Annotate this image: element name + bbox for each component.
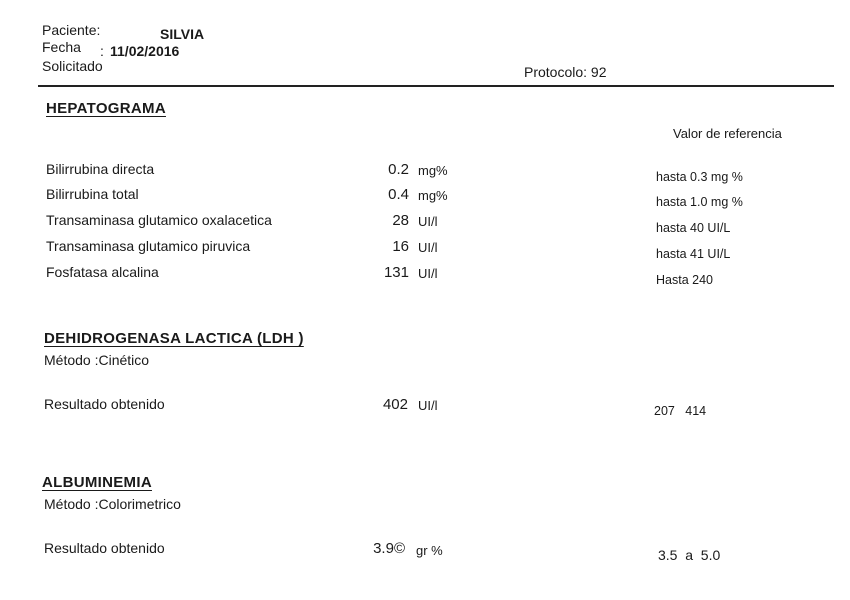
row-unit: UI/l <box>418 214 438 229</box>
row-value: 28 <box>392 212 409 229</box>
ldh-unit: UI/l <box>418 398 438 413</box>
ldh-title: DEHIDROGENASA LACTICA (LDH ) <box>44 330 304 347</box>
protocol-number: Protocolo: 92 <box>524 64 607 80</box>
requested-label: Solicitado <box>42 58 103 74</box>
row-reference: Hasta 240 <box>656 273 713 287</box>
albuminemia-method: Método :Colorimetrico <box>44 496 181 512</box>
row-label: Fosfatasa alcalina <box>46 264 159 280</box>
ldh-method: Método :Cinético <box>44 352 150 368</box>
row-label: Bilirrubina total <box>46 186 139 202</box>
date-label: Fecha <box>42 39 81 55</box>
row-label: Transaminasa glutamico oxalacetica <box>46 212 272 228</box>
reference-header: Valor de referencia <box>673 126 782 141</box>
ldh-result-label: Resultado obtenido <box>44 396 165 412</box>
row-value: 131 <box>383 264 409 281</box>
row-value: 16 <box>392 238 409 255</box>
patient-label: Paciente: <box>42 22 101 38</box>
row-label: Transaminasa glutamico piruvica <box>46 238 251 254</box>
row-unit: mg% <box>418 163 448 178</box>
albuminemia-result-label: Resultado obtenido <box>44 540 165 556</box>
row-unit: UI/l <box>418 266 438 281</box>
albuminemia-unit: gr % <box>416 543 443 558</box>
date-separator: : <box>100 43 104 59</box>
row-unit: UI/l <box>418 240 438 255</box>
albuminemia-value: 3.9© <box>373 540 405 557</box>
ldh-reference: 207 414 <box>654 404 707 418</box>
row-reference: hasta 0.3 mg % <box>656 170 743 184</box>
patient-name: SILVIA <box>160 26 205 42</box>
row-value: 0.2 <box>388 161 409 178</box>
albuminemia-title: ALBUMINEMIA <box>42 474 152 491</box>
hepatograma-title: HEPATOGRAMA <box>46 100 166 117</box>
row-value: 0.4 <box>388 186 409 203</box>
row-label: Bilirrubina directa <box>46 161 155 177</box>
row-unit: mg% <box>418 188 448 203</box>
row-reference: hasta 41 UI/L <box>656 247 731 261</box>
row-reference: hasta 40 UI/L <box>656 221 731 235</box>
header-divider <box>38 85 834 87</box>
date-value: 11/02/2016 <box>110 43 180 59</box>
ldh-value: 402 <box>382 396 408 413</box>
albuminemia-reference: 3.5 a 5.0 <box>658 547 721 563</box>
row-reference: hasta 1.0 mg % <box>656 195 743 209</box>
